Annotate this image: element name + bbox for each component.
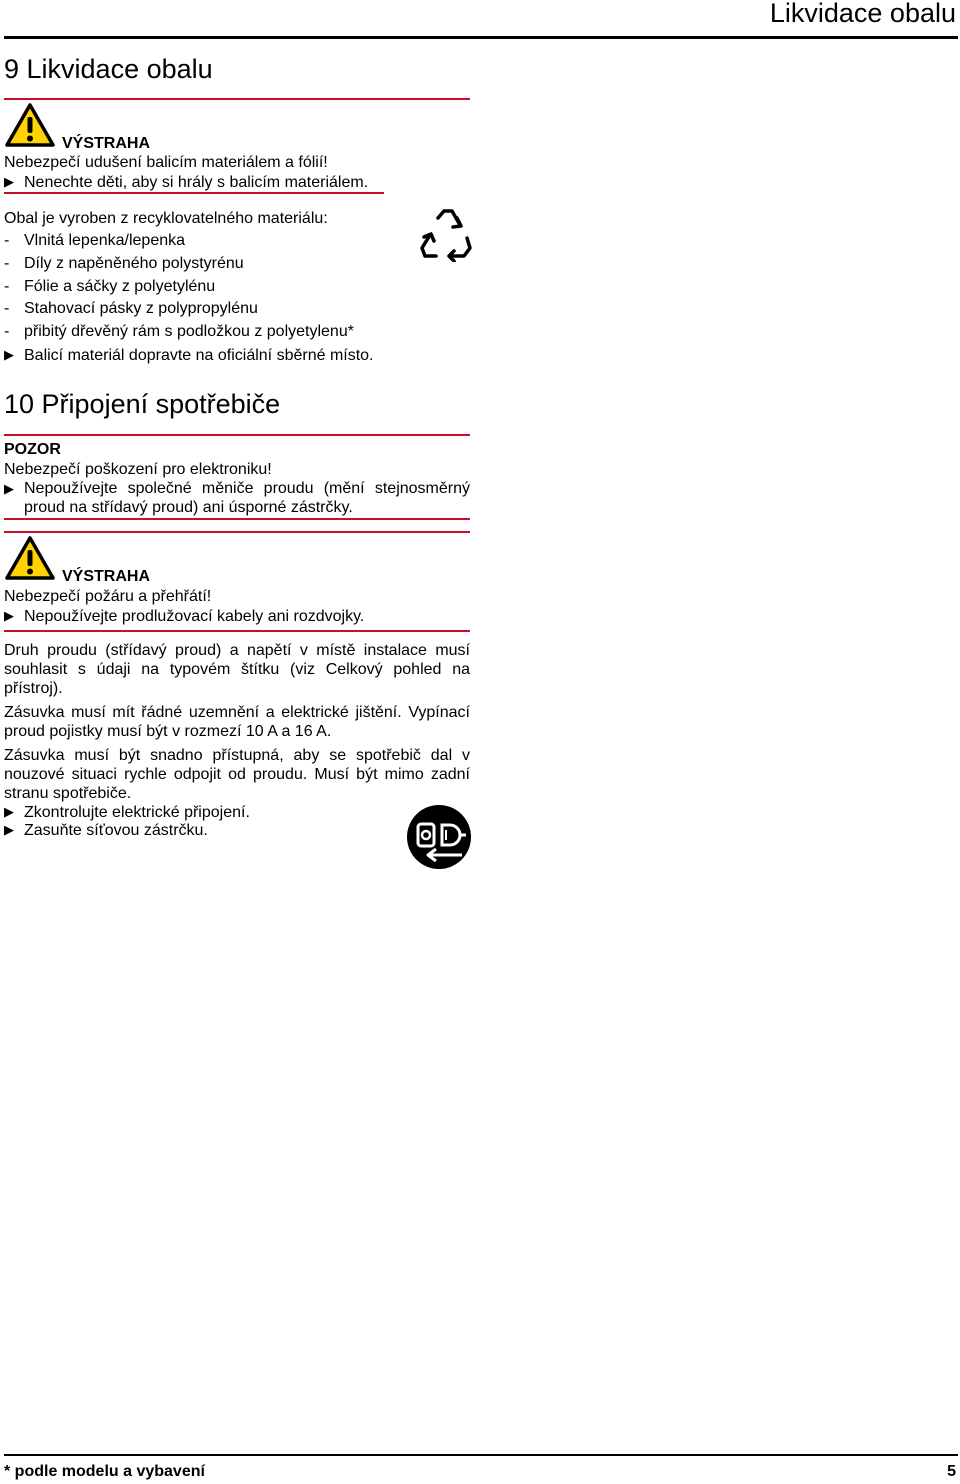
list-item: - přibitý dřevěný rám s podložkou z polyetylenu* xyxy=(4,323,354,340)
page-number: 5 xyxy=(947,1463,956,1480)
bullet-arrow-icon: ▶ xyxy=(4,347,14,362)
action-item: ▶ Zkontrolujte elektrické připojení. xyxy=(4,804,250,821)
list-item: - Díly z napěněného polystyrénu xyxy=(4,255,244,272)
section-9-title: 9 Likvidace obalu xyxy=(4,54,213,84)
bullet-arrow-icon: ▶ xyxy=(4,822,14,837)
list-item: - Stahovací pásky z polypropylénu xyxy=(4,300,258,317)
paragraph: Zásuvka musí mít řádné uzemnění a elektrické jištění. Vypínací proud pojistky musí být v rozmezí 10 A a 16 A. xyxy=(4,704,470,740)
section-9-warning-rule-bottom xyxy=(4,192,384,194)
bullet-arrow-icon: ▶ xyxy=(4,804,14,819)
plug-icon xyxy=(406,804,472,870)
warning-action: ▶ Nepoužívejte prodlužovací kabely ani rozdvojky. xyxy=(4,608,365,625)
section-9-warning-rule-top xyxy=(4,98,470,100)
packaging-intro: Obal je vyroben z recyklovatelného materiálu: xyxy=(4,210,328,227)
recycle-icon xyxy=(420,208,472,262)
disposal-action: ▶ Balicí materiál dopravte na oficiální sběrné místo. xyxy=(4,347,374,364)
paragraph: Druh proudu (střídavý proud) a napětí v místě instalace musí souhlasit s údaji na typovém štítku (viz Celkový pohled na přístroj). xyxy=(4,642,470,697)
warning-rule-bottom xyxy=(4,630,470,632)
warning-text: Nebezpečí udušení balicím materiálem a fólií! xyxy=(4,154,328,171)
bullet-arrow-icon: ▶ xyxy=(4,481,14,496)
bullet-arrow-icon: ▶ xyxy=(4,608,14,623)
list-item: - Vlnitá lepenka/lepenka xyxy=(4,232,186,249)
warning-label: VÝSTRAHA xyxy=(62,135,151,152)
warning-action: ▶ Nenechte děti, aby si hrály s balicím materiálem. xyxy=(4,174,369,191)
action-item: ▶ Zasuňte síťovou zástrčku. xyxy=(4,822,208,839)
warning-triangle-icon xyxy=(4,102,56,148)
paragraph: Zásuvka musí být snadno přístupná, aby se spotřebič dal v nouzové situaci rychle odpojit od proudu. Musí být mimo zadní stranu spotřebiče. xyxy=(4,747,470,802)
caution-text: Nebezpečí poškození pro elektroniku! xyxy=(4,461,272,478)
footer-rule xyxy=(4,1454,958,1456)
caution-rule-bottom xyxy=(4,518,470,520)
footer-note: * podle modelu a vybavení xyxy=(4,1463,205,1480)
bullet-arrow-icon: ▶ xyxy=(4,174,14,189)
caution-label: POZOR xyxy=(4,441,61,458)
warning-text: Nebezpečí požáru a přehřátí! xyxy=(4,588,212,605)
header-rule xyxy=(4,36,958,39)
caution-rule-top xyxy=(4,434,470,436)
section-10-title: 10 Připojení spotřebiče xyxy=(4,389,281,419)
running-header: Likvidace obalu xyxy=(769,0,956,28)
warning-triangle-icon xyxy=(4,535,56,581)
warning-label: VÝSTRAHA xyxy=(62,568,151,585)
caution-action: ▶ Nepoužívejte společné měniče proudu (mění stejnosměrný proud na střídavý proud) ani úsporné zástrčky. xyxy=(4,480,470,516)
list-item: - Fólie a sáčky z polyetylénu xyxy=(4,278,216,295)
warning-rule-top xyxy=(4,531,470,533)
